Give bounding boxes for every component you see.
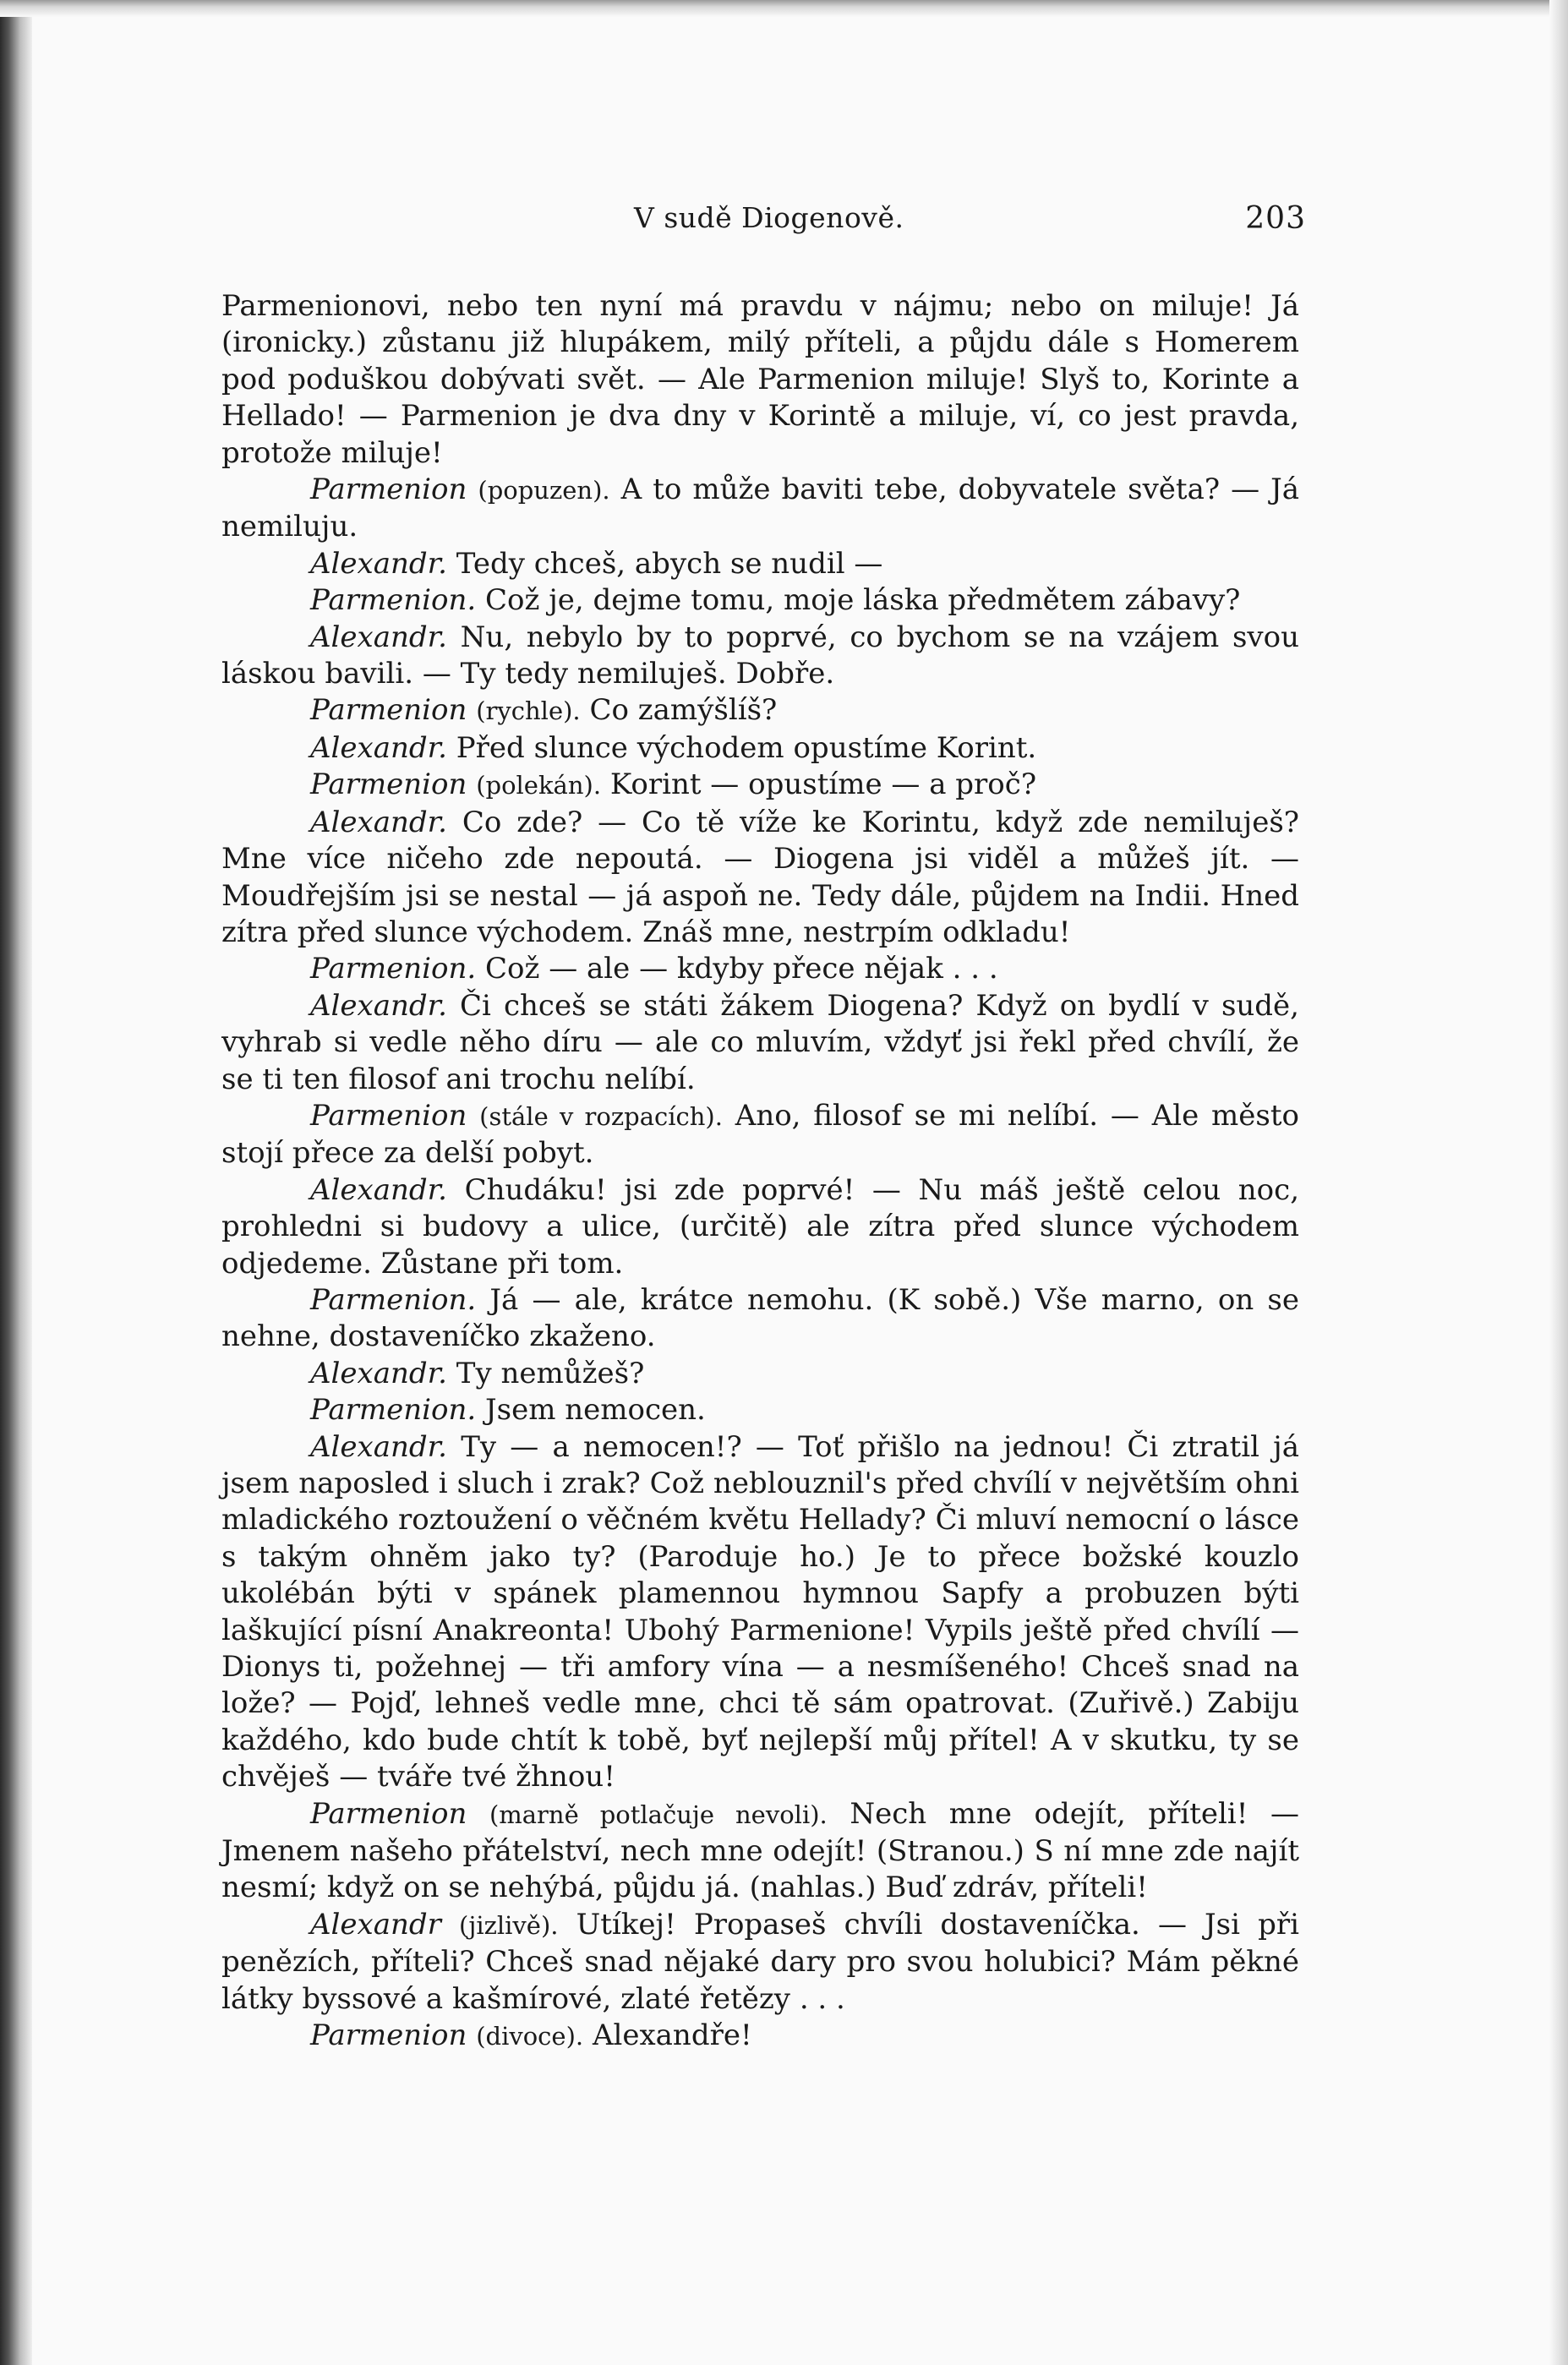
paragraph [221, 582, 1299, 619]
running-head [224, 201, 1306, 260]
paragraph-text: Co zamýšlíš? [589, 693, 778, 728]
stage-direction: (rychle). [476, 696, 581, 726]
stage-direction: (marně potlačuje nevoli). [489, 1800, 828, 1829]
paragraph [221, 472, 1299, 546]
paragraph [221, 620, 1299, 693]
stage-direction: (polekán). [476, 771, 602, 800]
speaker-name: Alexandr [310, 1907, 441, 1942]
paragraph-text: Tedy chceš, abych se nudil — [456, 546, 883, 581]
paragraph-text: Chudáku! jsi zde poprvé! — Nu máš ještě celou noc, prohledni si budovy a ulice, (určitě) ale zítra před slunce východem odjedeme. Zůstane při tom. [221, 1172, 1300, 1281]
book-gutter-shadow [0, 0, 32, 2365]
paragraph-text: Před slunce východem opustíme Korint. [456, 730, 1037, 765]
paragraph [221, 1907, 1299, 2018]
speaker-name: Parmenion. [310, 1393, 477, 1428]
speaker-name: Parmenion [310, 1796, 467, 1831]
page-top-edge [0, 0, 1568, 17]
dialogue-text [221, 288, 1299, 2056]
paragraph-text: Parmenionovi, nebo ten nyní má pravdu v nájmu; nebo on miluje! Já (ironicky.) zůstanu již hlupákem, milý příteli, a půjdu dále s Homerem pod poduškou dobývati svět. — Ale Parmenion miluje! Slyš to, Korinte a Hellado! — Parmenion je dva dny v Korintě a miluje, ví, co jest pravda, protože miluje! [221, 289, 1299, 470]
paragraph-text: Či chceš se státi žákem Diogena? Když on bydlí v sudě, vyhrab si vedle něho díru — ale co mluvím, vždyť jsi řekl před chvílí, že se ti ten filosof ani trochu nelíbí. [221, 988, 1299, 1096]
speaker-name: Alexandr. [310, 1429, 447, 1464]
paragraph-text: Já — ale, krátce nemohu. (K sobě.) Vše marno, on se nehne, dostaveníčko zkaženo. [221, 1282, 1299, 1354]
paragraph [221, 546, 1299, 582]
paragraph [221, 988, 1299, 1098]
paragraph-text: Jsem nemocen. [485, 1393, 706, 1428]
speaker-name: Alexandr. [310, 1172, 447, 1207]
paragraph-text: Co zde? — Co tě víže ke Korintu, když zde nemiluješ? Mne více ničeho zde nepoutá. — Diogena jsi viděl a můžeš jít. — Moudřejším jsi se nestal — já aspoň ne. Tedy dále, půjdem na Indii. Hned zítra před slunce východem. Znáš mne, nestrpím odkladu! [221, 805, 1300, 949]
speaker-name: Parmenion. [310, 952, 477, 986]
page-number: 203 [1245, 201, 1306, 236]
paragraph [221, 692, 1299, 729]
paragraph-text: Ano, filosof se mi nelíbí. — Ale město stojí přece za delší pobyt. [221, 1098, 1299, 1171]
paragraph [221, 767, 1299, 804]
paragraph-text: Alexandře! [592, 2018, 752, 2053]
speaker-name: Parmenion [310, 1098, 467, 1133]
speaker-name: Alexandr. [310, 805, 447, 839]
page-right-edge [1549, 0, 1568, 2365]
paragraph [221, 1098, 1299, 1172]
stage-direction: (jizlivě). [459, 1910, 559, 1940]
paragraph-text: Ty — a nemocen!? — Toť přišlo na jednou! Či ztratil já jsem naposled i sluch i zrak? Což neblouznil's před chvílí v největším ohni mladického roztoužení o věčném květu Hellady? Či mluví nemocní o lásce s takým ohněm jako ty? (Paroduje ho.) Je to přece božské kouzlo ukolébán býti v spánek plamennou hymnou Sapfy a probuzen býti laškující písní Anakreonta! Ubohý Parmenione! Vypils ještě před chvílí — Dionys ti, požehnej — tři amfory vína — a nesmíšeného! Chceš snad na lože? — Pojď, lehneš vedle mne, chci tě sám opatrovat. (Zuřivě.) Zabiju každého, kdo bude chtít k tobě, byť nejlepší můj přítel! A v skutku, ty se chvěješ — tváře tvé žhnou! [221, 1429, 1299, 1794]
speaker-name: Parmenion [310, 693, 467, 728]
paragraph [221, 805, 1299, 952]
paragraph-text: Což — ale — kdyby přece nějak . . . [485, 952, 998, 986]
paragraph-text: Nech mne odejít, příteli! — Jmenem našeho přátelství, nech mne odejít! (Stranou.) S ní mne zde najít nesmí; když on se nehýbá, půjdu já. (nahlas.) Buď zdráv, příteli! [221, 1796, 1299, 1905]
paragraph [221, 1429, 1299, 1796]
paragraph-text: Korint — opustíme — a proč? [609, 767, 1037, 802]
stage-direction: (popuzen). [478, 476, 610, 505]
paragraph [221, 1172, 1299, 1282]
speaker-name: Alexandr. [310, 546, 447, 581]
speaker-name: Alexandr. [310, 730, 447, 765]
paragraph [221, 2018, 1299, 2055]
stage-direction: (stále v rozpacích). [479, 1101, 723, 1131]
paragraph [221, 1392, 1299, 1428]
paragraph-text: Ty nemůžeš? [456, 1356, 645, 1390]
speaker-name: Alexandr. [310, 620, 447, 654]
speaker-name: Parmenion [310, 2018, 467, 2053]
paragraph [221, 951, 1299, 987]
paragraph-text: Nu, nebylo by to poprvé, co bychom se na vzájem svou láskou bavili. — Ty tedy nemiluješ. Dobře. [221, 620, 1299, 691]
speaker-name: Parmenion. [310, 1282, 477, 1317]
paragraph-text: Utíkej! Propaseš chvíli dostaveníčka. — Jsi při penězích, příteli? Chceš snad nějaké dary pro svou holubici? Mám pěkné látky byssové a kašmírové, zlaté řetězy . . . [221, 1907, 1299, 2016]
paragraph [221, 288, 1299, 472]
speaker-name: Parmenion [310, 472, 467, 507]
stage-direction: (divoce). [476, 2022, 584, 2051]
paragraph-text: Což je, dejme tomu, moje láska předmětem zábavy? [485, 583, 1241, 618]
paragraph [221, 1796, 1299, 1907]
paragraph [221, 730, 1299, 767]
speaker-name: Alexandr. [310, 1356, 447, 1390]
paragraph [221, 1356, 1299, 1392]
running-title: V sudě Diogenově. [634, 201, 904, 234]
speaker-name: Alexandr. [310, 988, 447, 1023]
speaker-name: Parmenion. [310, 583, 477, 618]
speaker-name: Parmenion [310, 767, 467, 802]
paragraph [221, 1282, 1299, 1356]
paragraph-text: A to může baviti tebe, dobyvatele světa? — Já nemiluju. [221, 472, 1299, 544]
